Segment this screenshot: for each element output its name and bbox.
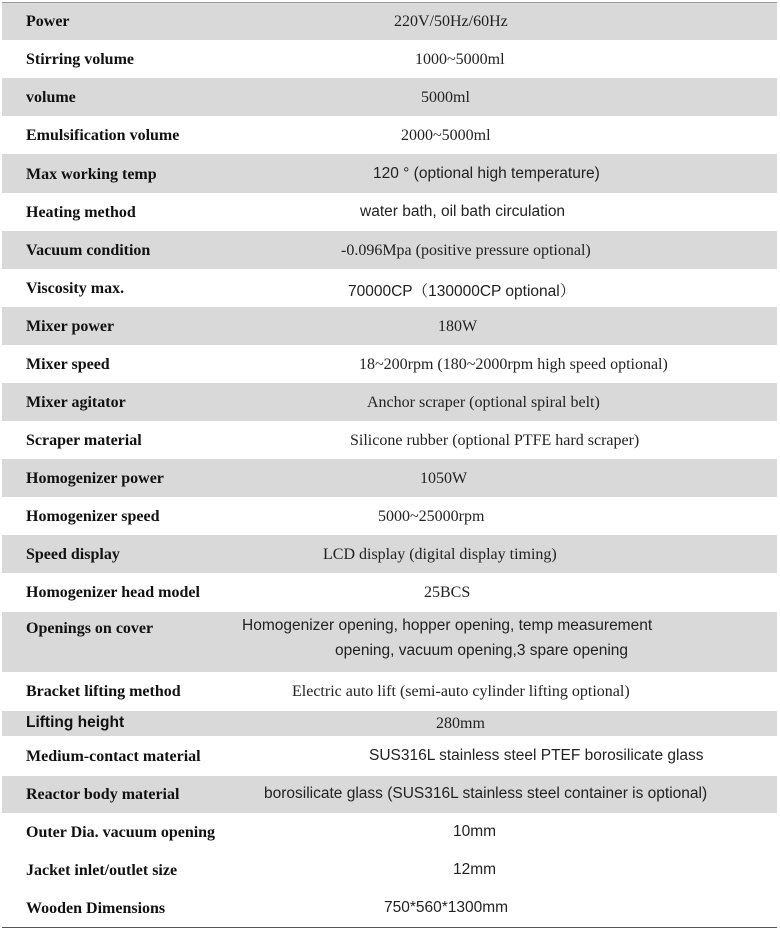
table-row: [2, 573, 777, 612]
row-label: Bracket lifting method: [26, 683, 181, 700]
row-value: 70000CP（130000CP optional）: [348, 283, 576, 300]
table-row: [2, 345, 777, 383]
row-label: Stirring volume: [26, 51, 134, 68]
row-value: 5000ml: [421, 89, 470, 106]
table-row: [2, 711, 777, 736]
row-value: SUS316L stainless steel PTEF borosilicate glass: [369, 747, 704, 764]
table-row: [2, 269, 777, 307]
table-row: [2, 535, 777, 573]
row-label: Vacuum condition: [26, 242, 151, 259]
row-value: 10mm: [453, 823, 497, 840]
row-label: Speed display: [26, 546, 120, 563]
row-value: 2000~5000ml: [401, 127, 491, 144]
row-value: 280mm: [436, 715, 485, 732]
row-value: 25BCS: [424, 584, 471, 601]
table-row: [2, 672, 777, 711]
row-label: Mixer power: [26, 318, 115, 335]
table-row: [2, 307, 777, 345]
row-label: Wooden Dimensions: [26, 900, 166, 917]
row-label: Heating method: [26, 204, 136, 221]
row-value: Electric auto lift (semi-auto cylinder lifting optional): [292, 683, 630, 700]
row-value: 750*560*1300mm: [384, 899, 509, 916]
row-value: 180W: [438, 318, 478, 335]
table-row: [2, 40, 777, 78]
row-label: Mixer agitator: [26, 394, 126, 411]
row-value: 5000~25000rpm: [378, 508, 485, 525]
table-row: [2, 421, 777, 459]
table-row: [2, 231, 777, 269]
row-value: 120 ° (optional high temperature): [373, 165, 600, 182]
row-value: 220V/50Hz/60Hz: [394, 13, 508, 30]
table-row: [2, 193, 777, 231]
row-label: Max working temp: [26, 166, 157, 183]
row-label: Reactor body material: [26, 786, 180, 803]
row-label: volume: [26, 89, 76, 106]
row-label: Jacket inlet/outlet size: [26, 862, 178, 879]
row-label: Lifting height: [26, 714, 125, 731]
row-label: Medium-contact material: [26, 748, 201, 765]
table-row: [2, 813, 777, 851]
row-value: Anchor scraper (optional spiral belt): [367, 394, 600, 411]
table-row: [2, 116, 777, 154]
row-value: Silicone rubber (optional PTFE hard scraper): [350, 432, 640, 449]
row-label: Emulsification volume: [26, 127, 180, 144]
row-value: 1000~5000ml: [415, 51, 505, 68]
table-row: [2, 154, 777, 193]
row-label: Homogenizer speed: [26, 508, 160, 525]
row-value: borosilicate glass (SUS316L stainless steel container is optional): [264, 785, 708, 802]
table-row: [2, 497, 777, 535]
table-row: [2, 889, 777, 927]
table-row: [2, 78, 777, 116]
row-value: 1050W: [420, 470, 468, 487]
row-value: 18~200rpm (180~2000rpm high speed optional): [359, 356, 668, 373]
row-label: Openings on cover: [26, 620, 154, 637]
table-row: [2, 383, 777, 421]
table-row: [2, 612, 777, 672]
table-row: [2, 851, 777, 889]
row-label: Scraper material: [26, 432, 142, 449]
row-value: 12mm: [453, 861, 497, 878]
spec-table: [2, 2, 777, 928]
row-value-line-1: Homogenizer opening, hopper opening, temp measurement: [242, 617, 653, 634]
row-label: Homogenizer power: [26, 470, 164, 487]
row-label: Outer Dia. vacuum opening: [26, 824, 216, 841]
row-value-line-2: opening, vacuum opening,3 spare opening: [335, 642, 629, 659]
row-label: Power: [26, 13, 70, 30]
row-label: Mixer speed: [26, 356, 110, 373]
row-value: water bath, oil bath circulation: [360, 203, 566, 220]
row-label: Viscosity max.: [26, 280, 125, 297]
table-row: [2, 3, 777, 40]
table-row: [2, 736, 777, 776]
row-label: Homogenizer head model: [26, 584, 200, 601]
row-value: LCD display (digital display timing): [323, 546, 557, 563]
table-row: [2, 459, 777, 497]
row-value: -0.096Mpa (positive pressure optional): [341, 242, 591, 259]
table-row: [2, 776, 777, 813]
